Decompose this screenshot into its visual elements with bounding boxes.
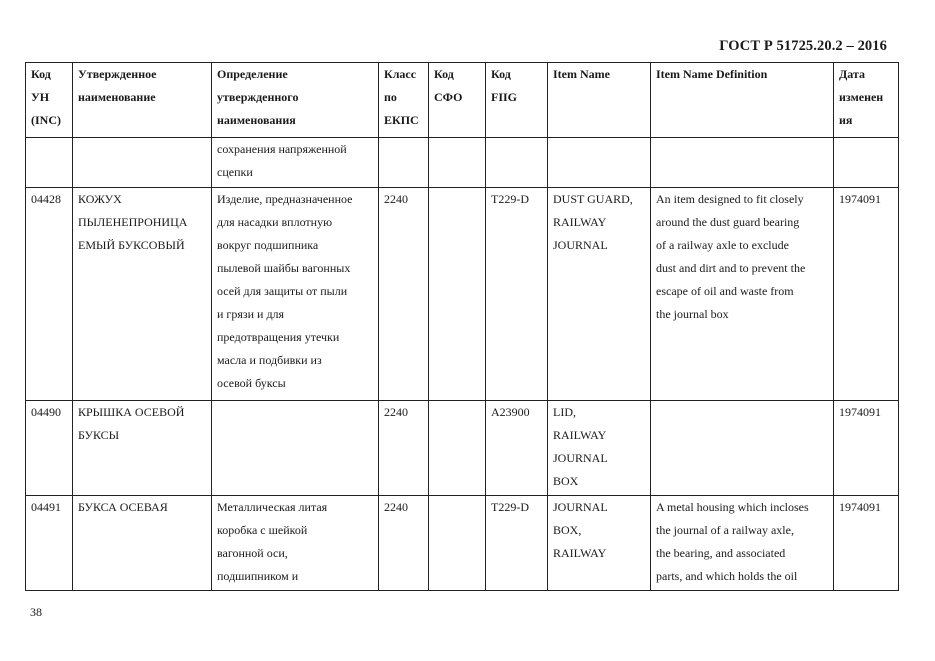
- cell-approved-name: [73, 138, 212, 188]
- cell-change-date: 1974091: [834, 188, 899, 401]
- cell-item-name: DUST GUARD, RAILWAY JOURNAL: [548, 188, 651, 401]
- cell-name-definition: Изделие, предназначенное для насадки вплотную вокруг подшипника пылевой шайбы вагонных осей для защиты от пыли и грязи и для предотвращения утечки масла и подбивки из осевой буксы: [212, 188, 379, 401]
- header-item-name-definition: Item Name Definition: [651, 63, 834, 138]
- cell-inc-code: 04491: [26, 496, 73, 591]
- cell-ekps-class: 2240: [379, 401, 429, 496]
- item-name-table: [25, 62, 899, 591]
- cell-ekps-class: 2240: [379, 188, 429, 401]
- table-row: [26, 188, 899, 401]
- cell-change-date: 1974091: [834, 401, 899, 496]
- header-inc-code: Код УН (INC): [26, 63, 73, 138]
- table-row: [26, 496, 899, 591]
- cell-sfo-code: [429, 496, 486, 591]
- cell-inc-code: 04428: [26, 188, 73, 401]
- cell-item-name: LID, RAILWAY JOURNAL BOX: [548, 401, 651, 496]
- cell-sfo-code: [429, 138, 486, 188]
- table-header-row: [26, 63, 899, 138]
- cell-item-name: JOURNAL BOX, RAILWAY: [548, 496, 651, 591]
- table-row: [26, 401, 899, 496]
- cell-sfo-code: [429, 188, 486, 401]
- table-row: [26, 138, 899, 188]
- cell-item-name-definition: A metal housing which incloses the journal of a railway axle, the bearing, and associated parts, and which holds the oil: [651, 496, 834, 591]
- cell-item-name-definition: An item designed to fit closely around the dust guard bearing of a railway axle to exclude dust and dirt and to prevent the escape of oil and waste from the journal box: [651, 188, 834, 401]
- cell-inc-code: [26, 138, 73, 188]
- header-item-name: Item Name: [548, 63, 651, 138]
- cell-item-name: [548, 138, 651, 188]
- cell-approved-name: КРЫШКА ОСЕВОЙ БУКСЫ: [73, 401, 212, 496]
- header-sfo-code: Код СФО: [429, 63, 486, 138]
- cell-fiig-code: A23900: [486, 401, 548, 496]
- cell-ekps-class: [379, 138, 429, 188]
- header-approved-name: Утвержденное наименование: [73, 63, 212, 138]
- header-fiig-code: Код FIIG: [486, 63, 548, 138]
- cell-ekps-class: 2240: [379, 496, 429, 591]
- cell-fiig-code: [486, 138, 548, 188]
- page-number: 38: [30, 605, 42, 619]
- cell-approved-name: КОЖУХ ПЫЛЕНЕПРОНИЦА ЕМЫЙ БУКСОВЫЙ: [73, 188, 212, 401]
- header-name-definition: Определение утвержденного наименования: [212, 63, 379, 138]
- cell-approved-name: БУКСА ОСЕВАЯ: [73, 496, 212, 591]
- cell-item-name-definition: [651, 138, 834, 188]
- cell-sfo-code: [429, 401, 486, 496]
- cell-inc-code: 04490: [26, 401, 73, 496]
- cell-fiig-code: T229-D: [486, 188, 548, 401]
- document-header: ГОСТ Р 51725.20.2 – 2016: [719, 38, 887, 54]
- cell-name-definition: [212, 401, 379, 496]
- cell-name-definition: Металлическая литая коробка с шейкой вагонной оси, подшипником и: [212, 496, 379, 591]
- cell-name-definition: сохранения напряженной сцепки: [212, 138, 379, 188]
- cell-change-date: 1974091: [834, 496, 899, 591]
- header-change-date: Дата изменен ия: [834, 63, 899, 138]
- cell-item-name-definition: [651, 401, 834, 496]
- cell-fiig-code: T229-D: [486, 496, 548, 591]
- header-ekps-class: Класс по ЕКПС: [379, 63, 429, 138]
- cell-change-date: [834, 138, 899, 188]
